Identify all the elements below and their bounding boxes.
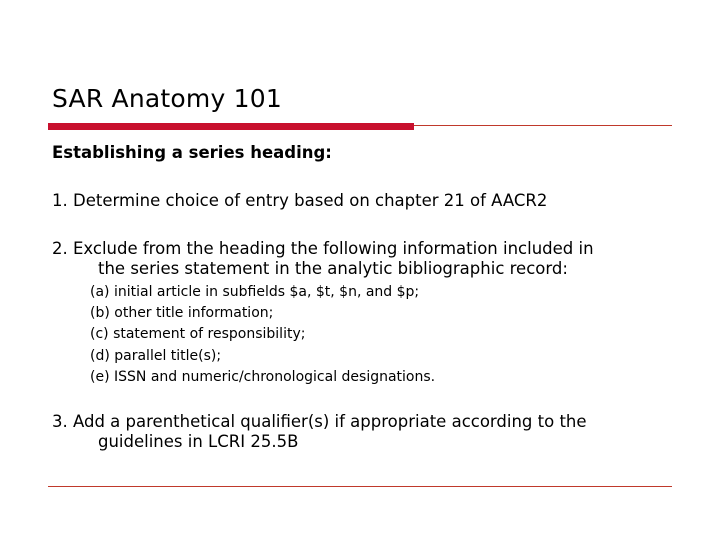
step-3-line-2: guidelines in LCRI 25.5B: [98, 432, 299, 451]
list-item: (e) ISSN and numeric/chronological designations.: [90, 368, 436, 385]
step-2-line-2: the series statement in the analytic bibliographic record:: [98, 259, 568, 278]
step-1-text: 1. Determine choice of entry based on chapter 21 of AACR2: [52, 191, 548, 210]
step-2: [52, 239, 594, 279]
step-2-line-1: 2. Exclude from the heading the following information included in: [52, 239, 594, 258]
step-3-line-1: 3. Add a parenthetical qualifier(s) if appropriate according to the: [52, 412, 587, 431]
section-heading: Establishing a series heading:: [52, 143, 332, 162]
list-item: (a) initial article in subfields $a, $t, $n, and $p;: [90, 284, 420, 300]
footer-divider: [48, 486, 672, 487]
title-divider-accent: [48, 123, 414, 130]
list-item: (d) parallel title(s);: [90, 347, 222, 364]
step-3: [52, 412, 587, 452]
slide-title: SAR Anatomy 101: [52, 84, 282, 113]
exclusion-list: [90, 282, 435, 388]
list-item: (b) other title information;: [90, 305, 274, 322]
list-item: (c) statement of responsibility;: [90, 326, 306, 343]
step-1: [52, 191, 547, 211]
